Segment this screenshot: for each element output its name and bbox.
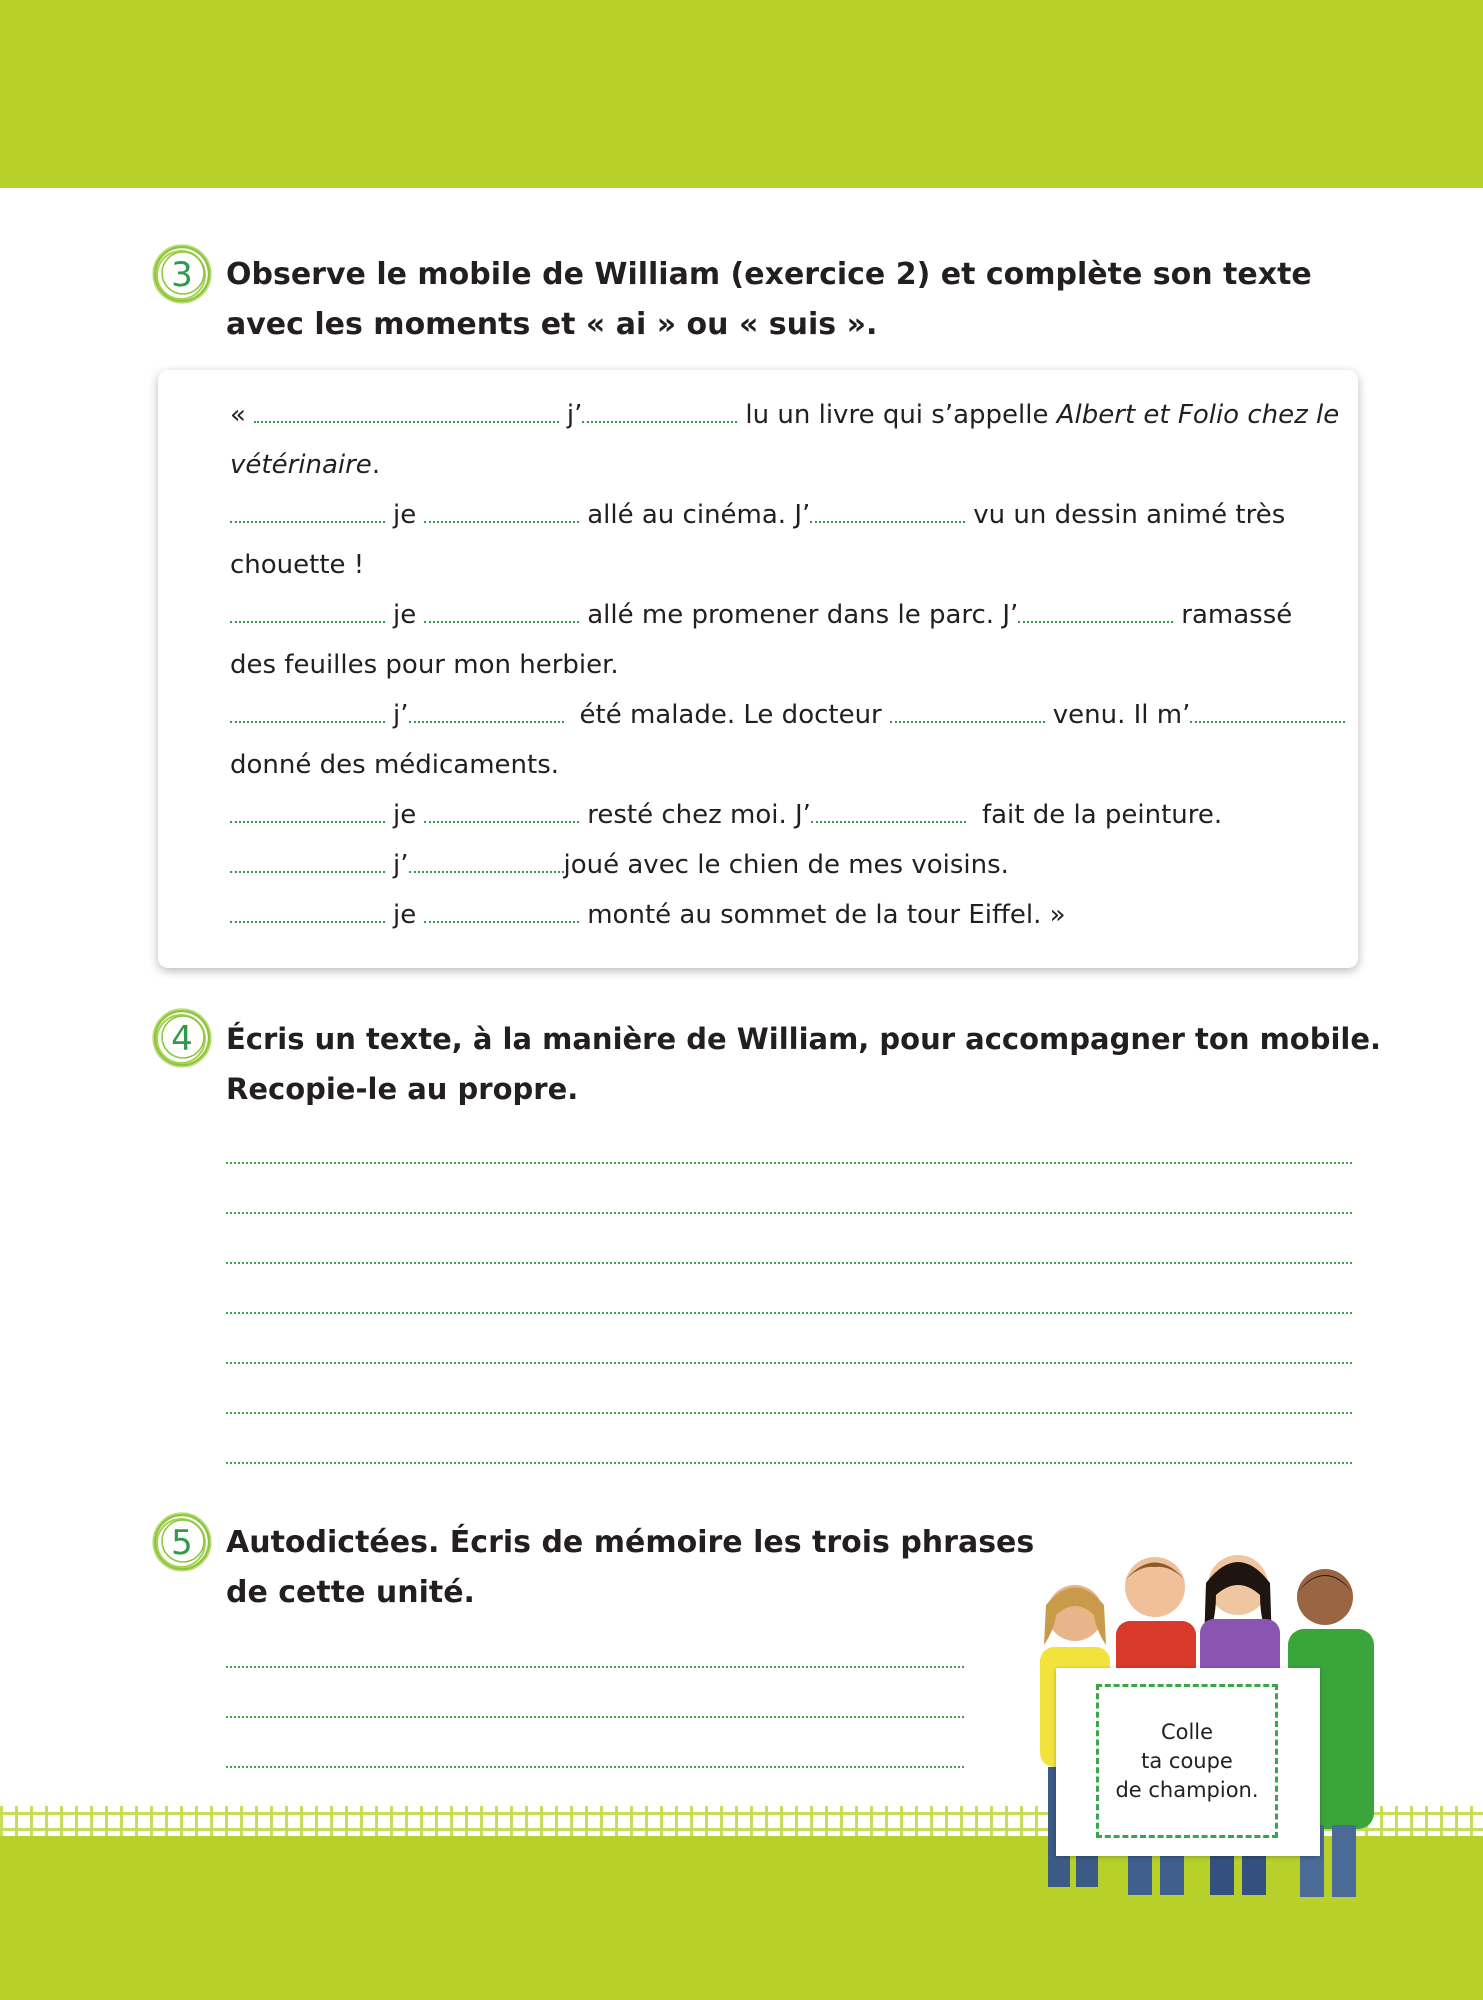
blank-moment[interactable] [230,795,385,823]
blank-auxiliary[interactable] [890,695,1045,723]
text-fragment: . [371,450,381,480]
blank-auxiliary[interactable] [1018,595,1173,623]
blank-moment[interactable] [230,895,385,923]
scribble-circle-icon [150,1510,214,1574]
text-fragment: je [393,500,417,530]
blank-moment[interactable] [230,845,385,873]
text-line-8 [230,740,1345,790]
exercise-3-number-badge [150,242,214,306]
writing-line[interactable] [226,1412,1352,1414]
exercise-3-instructions [226,250,1312,350]
text-fragment: j’ [393,700,409,730]
exercise-4-instructions [226,1014,1381,1114]
photo-placeholder-sign [1056,1668,1320,1856]
writing-line[interactable] [226,1162,1352,1164]
text-fragment: je [393,600,417,630]
exercise-4-number-badge [150,1006,214,1070]
blank-moment[interactable] [230,595,385,623]
writing-line[interactable] [226,1212,1352,1214]
sign-line1: Colle [1160,1719,1214,1744]
writing-line[interactable] [226,1666,964,1668]
text-fragment: fait de la peinture. [981,800,1223,830]
text-fragment: venu. Il m’ [1052,700,1191,730]
exercise-5-instructions [226,1518,1034,1618]
exercise-4-instructions-line1: Écris un texte, à la manière de William, pour accompagner ton mobile. [226,1022,1382,1056]
blank-auxiliary[interactable] [424,895,579,923]
book-title: vétérinaire [230,450,372,480]
exercise-3-number: 3 [171,255,193,295]
exercise-5-number: 5 [171,1523,193,1563]
text-fragment: allé au cinéma. J’ [587,500,811,530]
blank-auxiliary[interactable] [424,595,579,623]
blank-auxiliary[interactable] [811,795,966,823]
sign-line3: de champion. [1115,1777,1259,1802]
text-fragment: je [393,900,417,930]
exercise-5-instructions-line1: Autodictées. Écris de mémoire les trois phrases [226,1525,1035,1560]
text-line-2 [230,440,1345,490]
sign-instruction [1115,1718,1258,1805]
text-fragment: été malade. Le docteur [579,700,882,730]
william-text-box [158,370,1358,968]
text-fragment: joué avec le chien de mes voisins. [563,850,1009,880]
text-line-11 [230,890,1345,940]
writing-line[interactable] [226,1262,1352,1264]
exercise-3-instructions-line2: avec les moments et « ai » ou « suis ». [226,307,878,342]
text-fragment: resté chez moi. J’ [587,800,811,830]
text-fragment: lu un livre qui s’appelle [745,400,1049,430]
writing-line[interactable] [226,1462,1352,1464]
text-fragment: monté au sommet de la tour Eiffel. » [587,900,1066,930]
book-title: Albert et Folio chez le [1056,400,1340,430]
blank-auxiliary[interactable] [424,495,579,523]
text-fragment: j’ [393,850,409,880]
text-fragment: des feuilles pour mon herbier. [230,650,619,680]
text-fragment: allé me promener dans le parc. J’ [587,600,1019,630]
scribble-circle-icon [150,1006,214,1070]
text-line-10 [230,840,1345,890]
blank-auxiliary[interactable] [582,395,737,423]
writing-line[interactable] [226,1312,1352,1314]
blank-moment[interactable] [230,495,385,523]
scribble-circle-icon [150,242,214,306]
text-line-1 [230,390,1345,440]
text-line-7 [230,690,1345,740]
text-fragment: donné des médicaments. [230,750,560,780]
text-fragment: vu un dessin animé très [973,500,1286,530]
opening-quote: « [230,400,246,430]
sign-line2: ta coupe [1141,1748,1233,1773]
text-line-3 [230,490,1345,540]
exercise-4-number: 4 [171,1019,193,1059]
writing-line[interactable] [226,1766,964,1768]
text-line-4 [230,540,1345,590]
top-color-band [0,0,1483,188]
blank-auxiliary[interactable] [1190,695,1345,723]
text-fragment: ramassé [1181,600,1293,630]
text-line-9 [230,790,1345,840]
text-fragment: j’ [566,400,583,430]
exercise-5-number-badge [150,1510,214,1574]
blank-moment[interactable] [230,695,385,723]
blank-moment[interactable] [254,395,559,423]
writing-line[interactable] [226,1362,1352,1364]
text-line-6 [230,640,1345,690]
blank-auxiliary[interactable] [409,695,564,723]
exercise-5-instructions-line2: de cette unité. [226,1575,475,1610]
text-line-5 [230,590,1345,640]
writing-line[interactable] [226,1716,964,1718]
exercise-3-instructions-line1: Observe le mobile de William (exercice 2) et complète son texte [226,257,1312,292]
blank-auxiliary[interactable] [409,845,564,873]
exercise-4-instructions-line2: Recopie-le au propre. [226,1072,579,1106]
blank-auxiliary[interactable] [424,795,579,823]
photo-drop-zone[interactable] [1096,1684,1278,1838]
blank-auxiliary[interactable] [810,495,965,523]
text-fragment: chouette ! [230,550,365,580]
text-fragment: je [393,800,417,830]
